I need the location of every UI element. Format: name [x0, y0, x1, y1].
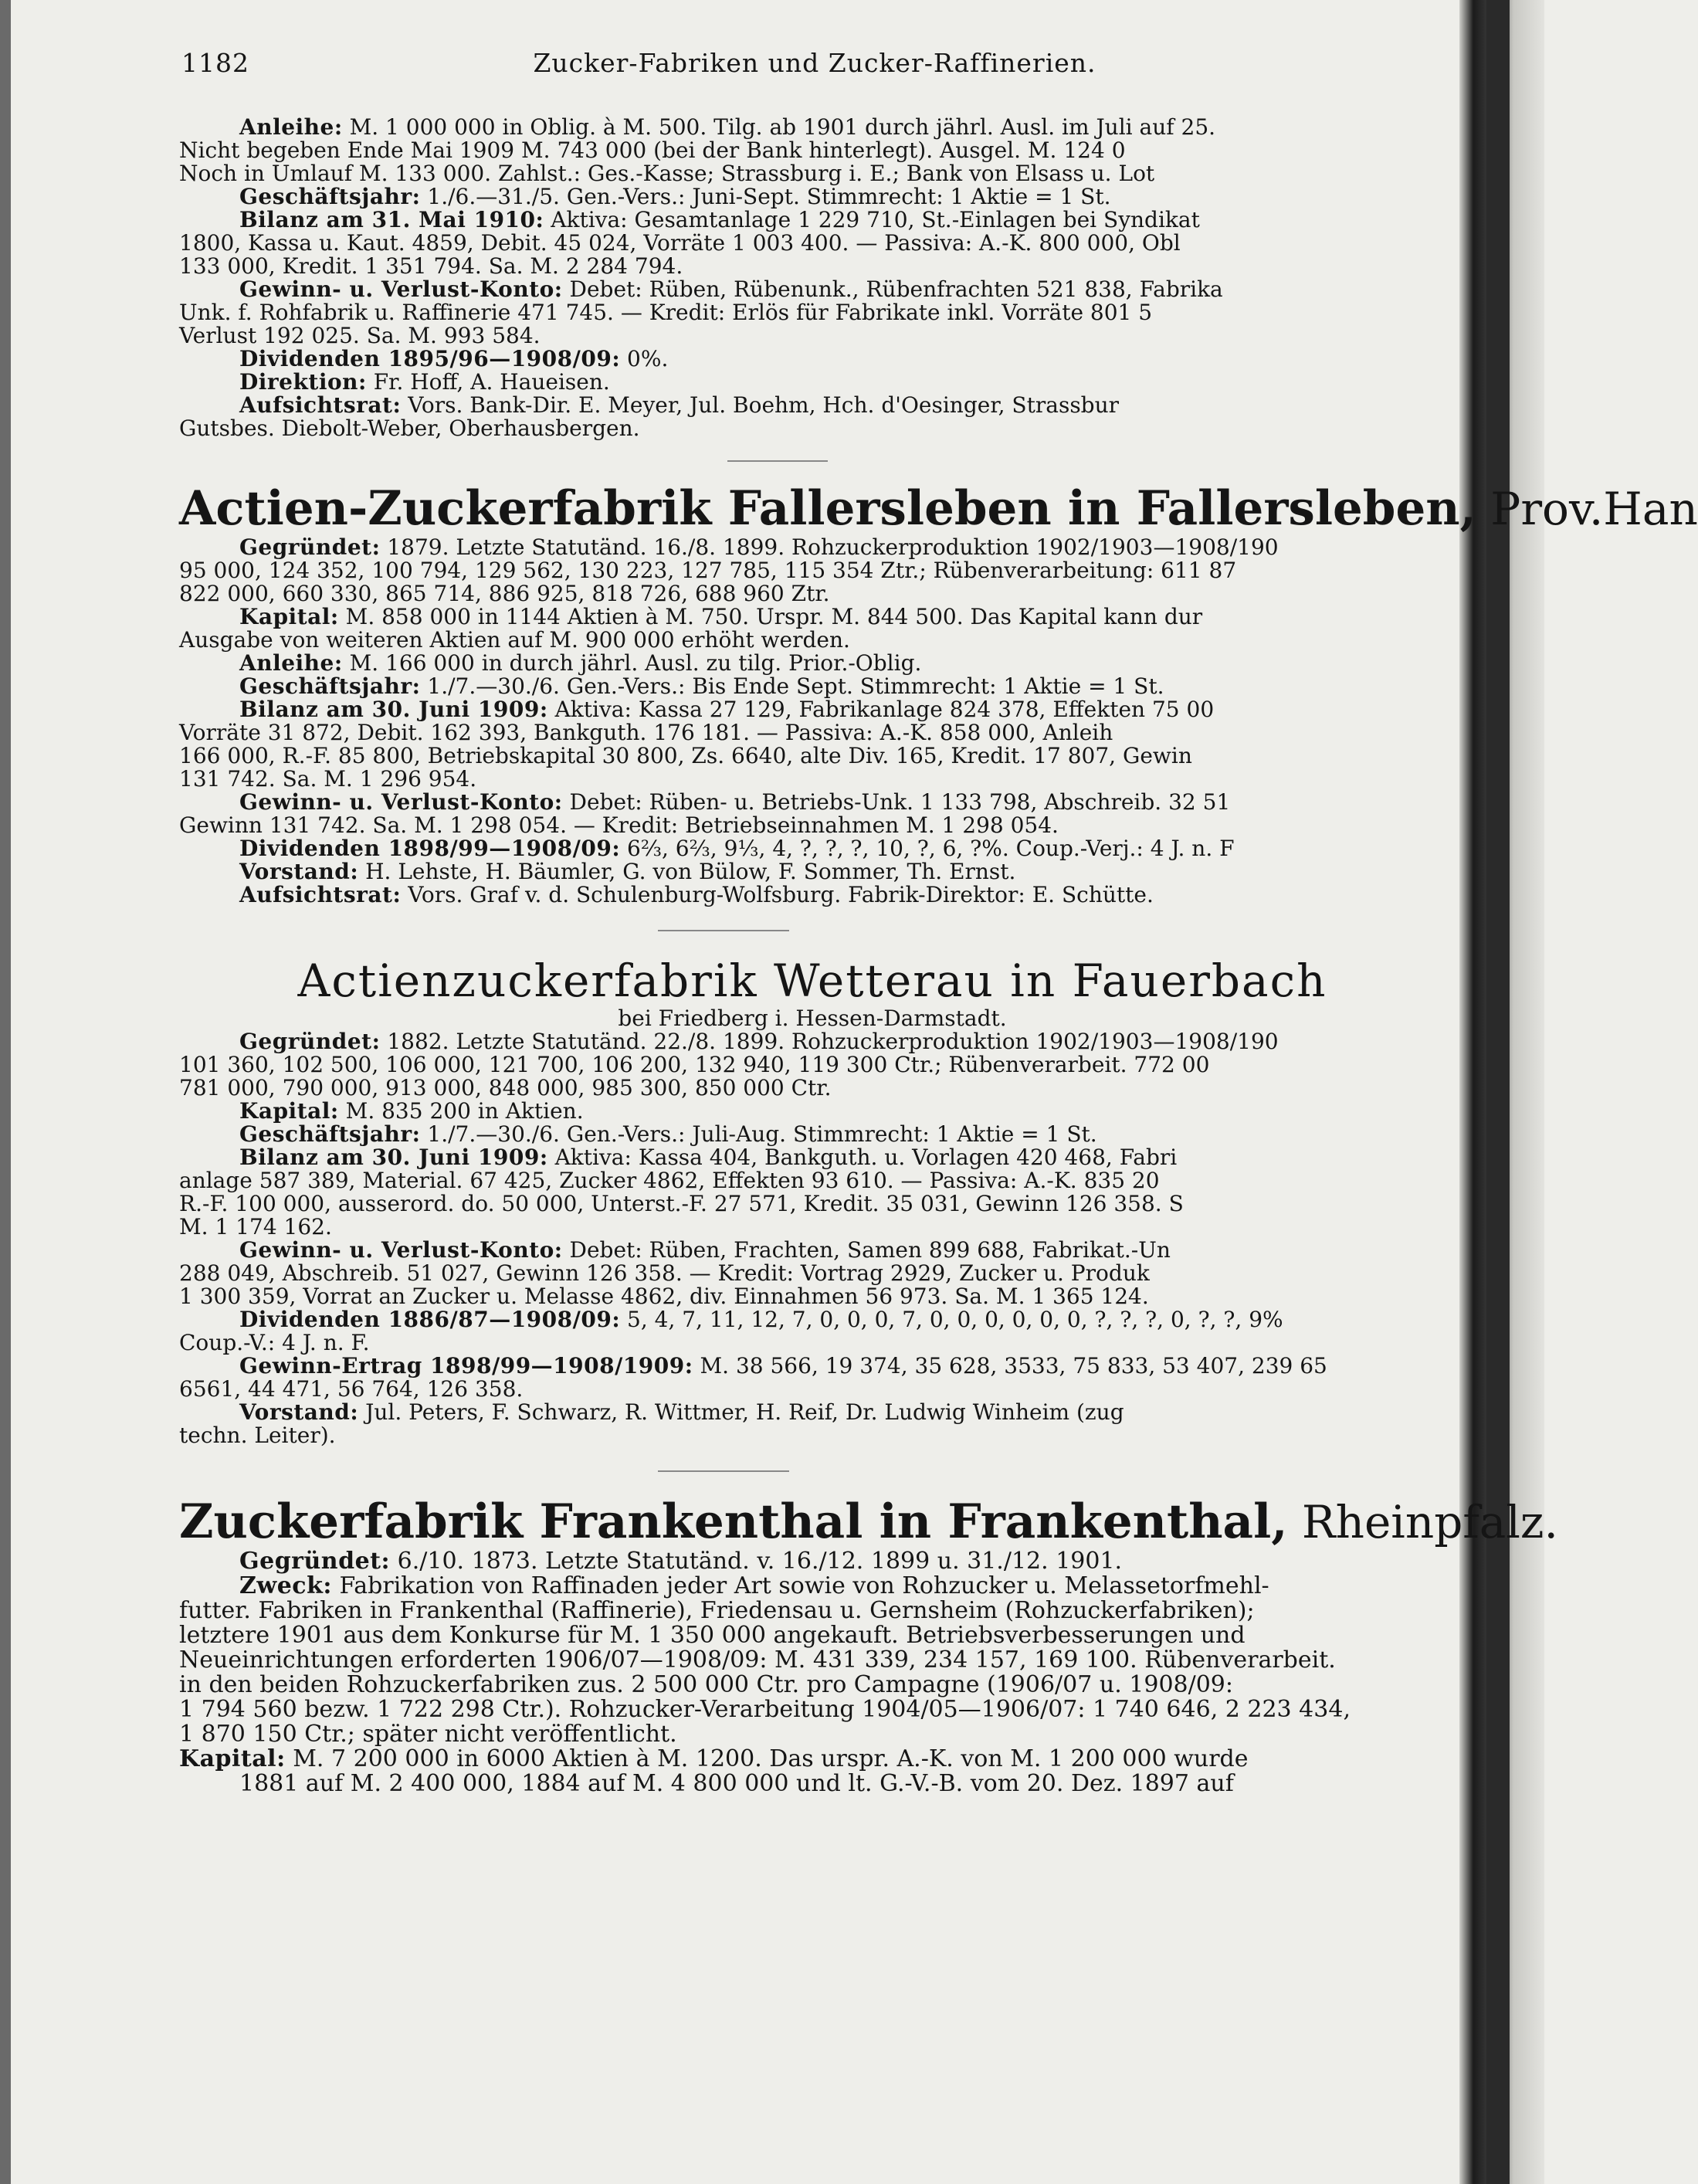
field-text: 1879. Letzte Statutänd. 16./8. 1899. Rohzuckerproduktion 1902/1903—1908/190: [380, 534, 1279, 560]
entry-title-main: Actien-Zuckerfabrik Fallersleben in Fallersleben,: [179, 481, 1476, 536]
field-text: in den beiden Rohzuckerfabriken zus. 2 500 000 Ctr. pro Campagne (1906/07 u. 1908/09:: [179, 1671, 1233, 1698]
field-text: 1881 auf M. 2 400 000, 1884 auf M. 4 800 000 und lt. G.-V.-B. vom 20. Dez. 1897 auf: [239, 1770, 1234, 1797]
field-label: Zweck:: [239, 1572, 332, 1599]
text-line: [179, 1599, 1465, 1623]
text-line: [179, 348, 1465, 371]
entry-title-suffix: Rheinpfalz.: [1287, 1496, 1558, 1548]
field-label: Vorstand:: [239, 859, 359, 884]
field-text: Vorräte 31 872, Debit. 162 393, Bankguth. 176 181. — Passiva: A.-K. 858 000, Anleih: [179, 720, 1113, 745]
field-text: Unk. f. Rohfabrik u. Raffinerie 471 745. — Kredit: Erlös für Fabrikate inkl. Vorräte 801 5: [179, 300, 1153, 325]
field-label: Anleihe:: [239, 650, 343, 676]
text-line: [179, 1192, 1465, 1216]
field-text: Aktiva: Gesamtanlage 1 229 710, St.-Einlagen bei Syndikat: [544, 207, 1200, 232]
field-text: Aktiva: Kassa 27 129, Fabrikanlage 824 378, Effekten 75 00: [547, 697, 1215, 722]
field-text: techn. Leiter).: [179, 1423, 336, 1448]
field-label: Kapital:: [239, 1098, 339, 1124]
text-line: [179, 791, 1465, 814]
entry-frankenthal: [179, 1494, 1558, 1797]
field-text: 1./7.—30./6. Gen.-Vers.: Bis Ende Sept. Stimmrecht: 1 Aktie = 1 St.: [420, 673, 1164, 699]
field-text: Nicht begeben Ende Mai 1909 M. 743 000 (bei der Bank hinterlegt). Ausgel. M. 124 0: [179, 137, 1126, 163]
field-text: Verlust 192 025. Sa. M. 993 584.: [179, 323, 541, 348]
field-label: Dividenden 1886/87—1908/09:: [239, 1307, 621, 1332]
field-text: Debet: Rüben, Frachten, Samen 899 688, Fabrikat.-Un: [562, 1237, 1171, 1263]
page-number: 1182: [181, 48, 249, 78]
section-separator: [658, 930, 789, 931]
field-label: Gegründet:: [239, 1029, 381, 1054]
field-text: Noch in Umlauf M. 133 000. Zahlst.: Ges.-Kasse; Strassburg i. E.; Bank von Elsass u. Lot: [179, 161, 1155, 186]
entry-body: [179, 536, 1465, 907]
field-text: Gutsbes. Diebolt-Weber, Oberhausbergen.: [179, 415, 640, 441]
entry-body: [179, 1030, 1465, 1447]
field-text: M. 835 200 in Aktien.: [338, 1098, 584, 1124]
field-text: 1 300 359, Vorrat an Zucker u. Melasse 4862, div. Einnahmen 56 973. Sa. M. 1 365 124.: [179, 1284, 1149, 1309]
section-separator: [727, 460, 828, 462]
text-line: [179, 629, 1465, 652]
page-edge-shadow: [0, 0, 11, 2184]
field-text: 1 870 150 Ctr.; später nicht veröffentlicht.: [179, 1721, 677, 1748]
field-text: Debet: Rüben, Rübenunk., Rübenfrachten 521 838, Fabrika: [562, 276, 1223, 302]
field-text: letztere 1901 aus dem Konkurse für M. 1 350 000 angekauft. Betriebsverbesserungen und: [179, 1622, 1246, 1649]
field-text: 1882. Letzte Statutänd. 22./8. 1899. Rohzuckerproduktion 1902/1903—1908/190: [380, 1029, 1279, 1054]
text-line: [179, 1549, 1465, 1574]
field-label: Vorstand:: [239, 1399, 359, 1425]
text-line: [179, 1077, 1465, 1100]
text-line: [179, 536, 1465, 559]
text-line: [179, 301, 1465, 324]
text-line: [179, 1053, 1465, 1077]
text-line: [179, 1216, 1465, 1239]
text-line: [179, 139, 1465, 162]
field-text: Vors. Bank-Dir. E. Meyer, Jul. Boehm, Hch. d'Oesinger, Strassbur: [401, 392, 1120, 418]
entry-title-main: Zuckerfabrik Frankenthal in Frankenthal,: [179, 1494, 1288, 1549]
field-text: anlage 587 389, Material. 67 425, Zucker 4862, Effekten 93 610. — Passiva: A.-K. 835 20: [179, 1168, 1160, 1193]
text-line: [179, 1772, 1465, 1796]
field-text: Ausgabe von weiteren Aktien auf M. 900 000 erhöht werden.: [179, 627, 850, 653]
text-line: [179, 255, 1465, 278]
text-line: [179, 185, 1465, 209]
entry-title: [179, 1494, 1558, 1549]
field-text: Fabrikation von Raffinaden jeder Art sowie von Rohzucker u. Melassetorfmehl-: [331, 1572, 1269, 1599]
field-text: 1 794 560 bezw. 1 722 298 Ctr.). Rohzucker-Verarbeitung 1904/05—1906/07: 1 740 646, 2 223 434,: [179, 1696, 1351, 1723]
text-line: [179, 652, 1465, 675]
continued-entry: [179, 116, 1465, 440]
field-label: Dividenden 1898/99—1908/09:: [239, 836, 621, 861]
field-label: Geschäftsjahr:: [239, 673, 421, 699]
text-line: [179, 582, 1465, 605]
field-text: Jul. Peters, F. Schwarz, R. Wittmer, H. Reif, Dr. Ludwig Winheim (zug: [358, 1399, 1124, 1425]
entry-title: [179, 481, 1698, 536]
text-line: [179, 837, 1465, 860]
field-label: Bilanz am 30. Juni 1909:: [239, 1145, 548, 1170]
field-text: M. 1 000 000 in Oblig. à M. 500. Tilg. ab 1901 durch jährl. Ausl. im Juli auf 25.: [342, 114, 1216, 140]
text-line: [179, 1169, 1465, 1192]
field-text: 133 000, Kredit. 1 351 794. Sa. M. 2 284 794.: [179, 253, 683, 279]
text-line: [179, 1030, 1465, 1053]
field-text: 6./10. 1873. Letzte Statutänd. v. 16./12. 1899 u. 31./12. 1901.: [390, 1548, 1123, 1575]
text-line: [179, 744, 1465, 768]
field-text: Aktiva: Kassa 404, Bankguth. u. Vorlagen 420 468, Fabri: [547, 1145, 1178, 1170]
text-line: [179, 698, 1465, 721]
field-text: 781 000, 790 000, 913 000, 848 000, 985 300, 850 000 Ctr.: [179, 1075, 832, 1100]
text-line: [179, 278, 1465, 301]
text-line: [179, 814, 1465, 837]
text-line: [179, 1378, 1465, 1401]
book-gutter-fold: [1486, 0, 1510, 2184]
field-text: 5, 4, 7, 11, 12, 7, 0, 0, 0, 7, 0, 0, 0, 0, 0, 0, ?, ?, ?, 0, ?, ?, 9%: [620, 1307, 1283, 1332]
field-label: Aufsichtsrat:: [239, 392, 402, 418]
field-label: Gegründet:: [239, 534, 381, 560]
field-text: M. 7 200 000 in 6000 Aktien à M. 1200. Das urspr. A.-K. von M. 1 200 000 wurde: [285, 1745, 1249, 1772]
field-label: Kapital:: [239, 604, 339, 629]
text-line: [179, 1722, 1465, 1747]
running-header: [181, 48, 1448, 86]
text-line: [179, 394, 1465, 417]
field-text: 131 742. Sa. M. 1 296 954.: [179, 766, 477, 792]
entry-subtitle: bei Friedberg i. Hessen-Darmstadt.: [618, 1006, 1007, 1031]
field-text: M. 858 000 in 1144 Aktien à M. 750. Urspr. M. 844 500. Das Kapital kann dur: [338, 604, 1203, 629]
field-text: 95 000, 124 352, 100 794, 129 562, 130 223, 127 785, 115 354 Ztr.; Rübenverarbeitung: 611 87: [179, 558, 1237, 583]
field-text: Coup.-V.: 4 J. n. F.: [179, 1330, 370, 1355]
text-line: [179, 1331, 1465, 1355]
field-text: futter. Fabriken in Frankenthal (Raffinerie), Friedensau u. Gernsheim (Rohzuckerfabriken);: [179, 1597, 1255, 1624]
section-separator: [658, 1470, 789, 1472]
text-line: [179, 1747, 1465, 1772]
text-line: [179, 1285, 1465, 1308]
field-text: 1./6.—31./5. Gen.-Vers.: Juni-Sept. Stimmrecht: 1 Aktie = 1 St.: [420, 184, 1111, 209]
text-line: [179, 1239, 1465, 1262]
field-text: 101 360, 102 500, 106 000, 121 700, 106 200, 132 940, 119 300 Ctr.; Rübenverarbeit. 772 00: [179, 1052, 1210, 1077]
text-line: [179, 1401, 1465, 1424]
entry-title-suffix: Prov.Han: [1476, 483, 1698, 535]
field-text: Vors. Graf v. d. Schulenburg-Wolfsburg. Fabrik-Direktor: E. Schütte.: [401, 882, 1154, 907]
text-line: [179, 417, 1465, 440]
text-line: [179, 1648, 1465, 1673]
entry-fallersleben: [179, 481, 1698, 907]
field-label: Geschäftsjahr:: [239, 1121, 421, 1147]
field-label: Gewinn-Ertrag 1898/99—1908/1909:: [239, 1353, 693, 1379]
text-line: [179, 1623, 1465, 1648]
field-text: 0%.: [620, 346, 669, 371]
text-line: [179, 1697, 1465, 1722]
field-label: Bilanz am 31. Mai 1910:: [239, 207, 544, 232]
running-title: Zucker-Fabriken und Zucker-Raffinerien.: [533, 48, 1096, 78]
text-line: [179, 232, 1465, 255]
text-line: [179, 209, 1465, 232]
field-text: 822 000, 660 330, 865 714, 886 925, 818 726, 688 960 Ztr.: [179, 581, 830, 606]
field-label: Kapital:: [179, 1745, 286, 1772]
field-text: M. 166 000 in durch jährl. Ausl. zu tilg. Prior.-Oblig.: [342, 650, 922, 676]
field-text: H. Lehste, H. Bäumler, G. von Bülow, F. Sommer, Th. Ernst.: [358, 859, 1016, 884]
field-label: Bilanz am 30. Juni 1909:: [239, 697, 548, 722]
field-label: Anleihe:: [239, 114, 343, 140]
field-text: Fr. Hoff, A. Haueisen.: [366, 369, 610, 395]
entry-body: [179, 1549, 1465, 1796]
field-label: Geschäftsjahr:: [239, 184, 421, 209]
field-text: 288 049, Abschreib. 51 027, Gewinn 126 358. — Kredit: Vortrag 2929, Zucker u. Produk: [179, 1260, 1150, 1286]
text-line: [179, 1355, 1465, 1378]
text-line: [179, 371, 1465, 394]
text-line: [179, 162, 1465, 185]
field-label: Direktion:: [239, 369, 367, 395]
text-line: [179, 324, 1465, 348]
field-label: Aufsichtsrat:: [239, 882, 402, 907]
text-line: [179, 559, 1465, 582]
text-line: [179, 883, 1465, 907]
text-line: [179, 1100, 1465, 1123]
text-line: [179, 1673, 1465, 1697]
page-content: [179, 114, 1698, 2155]
text-line: [179, 1262, 1465, 1285]
field-label: Dividenden 1895/96—1908/09:: [239, 346, 621, 371]
text-line: [179, 1123, 1465, 1146]
field-text: M. 1 174 162.: [179, 1214, 332, 1240]
field-text: 6⅔, 6⅔, 9⅓, 4, ?, ?, ?, 10, ?, 6, ?%. Coup.-Verj.: 4 J. n. F: [620, 836, 1235, 861]
field-text: 1./7.—30./6. Gen.-Vers.: Juli-Aug. Stimmrecht: 1 Aktie = 1 St.: [420, 1121, 1097, 1147]
field-label: Gegründet:: [239, 1548, 391, 1575]
entry-title: Actienzuckerfabrik Wetterau in Fauerbach: [297, 955, 1327, 1007]
text-line: [179, 768, 1465, 791]
field-label: Gewinn- u. Verlust-Konto:: [239, 789, 563, 815]
text-line: [179, 605, 1465, 629]
text-line: [179, 1146, 1465, 1169]
text-line: [179, 1574, 1465, 1599]
field-text: 1800, Kassa u. Kaut. 4859, Debit. 45 024, Vorräte 1 003 400. — Passiva: A.-K. 800 000, Obl: [179, 230, 1181, 256]
field-text: 166 000, R.-F. 85 800, Betriebskapital 30 800, Zs. 6640, alte Div. 165, Kredit. 17 807, Gewin: [179, 743, 1192, 768]
field-text: R.-F. 100 000, ausserord. do. 50 000, Unterst.-F. 27 571, Kredit. 35 031, Gewinn 126 358. S: [179, 1191, 1184, 1216]
field-label: Gewinn- u. Verlust-Konto:: [239, 1237, 563, 1263]
field-text: M. 38 566, 19 374, 35 628, 3533, 75 833, 53 407, 239 65: [693, 1353, 1327, 1379]
text-line: [179, 116, 1465, 139]
field-text: Debet: Rüben- u. Betriebs-Unk. 1 133 798, Abschreib. 32 51: [562, 789, 1231, 815]
text-line: [179, 1424, 1465, 1447]
entry-wetterau: [179, 955, 1465, 1447]
field-text: Neueinrichtungen erforderten 1906/07—1908/09: M. 431 339, 234 157, 169 100. Rübenverarbeit.: [179, 1646, 1336, 1674]
field-label: Gewinn- u. Verlust-Konto:: [239, 276, 563, 302]
text-line: [179, 675, 1465, 698]
text-line: [179, 1308, 1465, 1331]
text-line: [179, 860, 1465, 883]
text-line: [179, 721, 1465, 744]
field-text: 6561, 44 471, 56 764, 126 358.: [179, 1376, 524, 1402]
field-text: Gewinn 131 742. Sa. M. 1 298 054. — Kredit: Betriebseinnahmen M. 1 298 054.: [179, 812, 1059, 838]
